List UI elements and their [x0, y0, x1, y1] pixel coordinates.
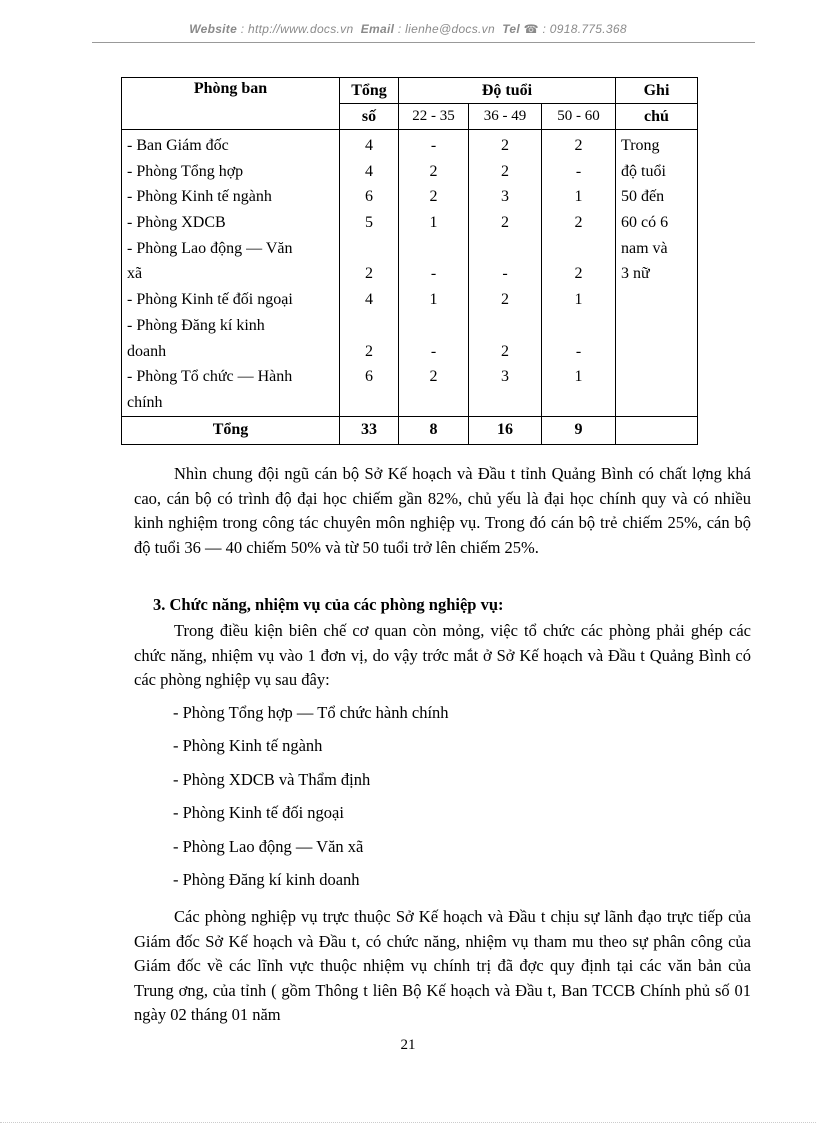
paragraph-overview: Nhìn chung đội ngũ cán bộ Sở Kế hoạch và Đầu t tỉnh Quảng Bình có chất lợng khá cao, cán bộ có trình độ đại học chiếm gần 82%, chủ yếu là đại học chính quy và có nhiều kinh nghiệm trong công tác chuyên môn nghiệp vụ. Trong đó cán bộ trẻ chiếm 25%, cán bộ độ tuổi 36 — 40 chiếm 50% và từ 50 tuổi trở lên chiếm 25%. — [134, 464, 751, 557]
dept-line: - Phòng Kinh tế ngành — [127, 188, 272, 206]
email-value: : lienhe@docs.vn — [397, 22, 495, 36]
total-value: 6 — [365, 188, 373, 206]
total-value — [340, 236, 398, 262]
total-row-label: Tổng — [122, 416, 340, 444]
dept-line: - Phòng Lao động — Văn — [127, 239, 293, 257]
age2-value — [469, 313, 541, 339]
dept-column — [122, 130, 340, 417]
total-row-age1: 8 — [399, 416, 469, 444]
note-line: 60 có 6 — [621, 214, 669, 232]
age1-value — [399, 313, 468, 339]
age3-value: 2 — [574, 214, 583, 232]
dept-line: - Phòng Tổ chức — Hành — [127, 368, 293, 386]
total-value: 4 — [365, 137, 373, 154]
total-value: 4 — [365, 162, 373, 180]
paragraph-conditions: Trong điều kiện biên chế cơ quan còn mỏng, việc tổ chức các phòng phải ghép các chức năng, nhiệm vụ vào 1 đơn vị, do vậy trớc mắt ở Sở Kế hoạch và Đầu t Quảng Bình có các phòng nghiệp vụ sau đây: — [134, 621, 751, 689]
section-heading: 3. Chức năng, nhiệm vụ của các phòng nghiệp vụ: — [153, 595, 504, 614]
age2-value: 2 — [501, 342, 509, 360]
total-value: 2 — [365, 265, 373, 283]
header-age-2: 36 - 49 — [469, 104, 542, 130]
age3-column — [542, 130, 616, 417]
tel-label: Tel — [502, 22, 521, 36]
age1-value: - — [430, 265, 437, 283]
age1-value: 1 — [429, 291, 438, 309]
note-line: độ tuổi — [621, 162, 666, 180]
age1-value: 2 — [429, 188, 438, 206]
dept-line: doanh — [127, 342, 167, 360]
age3-value: - — [575, 342, 582, 360]
total-value: 4 — [365, 291, 373, 309]
total-row-age3: 9 — [542, 416, 616, 444]
total-row-age2: 16 — [469, 416, 542, 444]
age2-value: 2 — [501, 137, 509, 154]
note-line: Trong — [621, 137, 660, 154]
website-label: Website — [189, 22, 238, 36]
age1-value — [399, 390, 468, 416]
header-total-1: Tổng — [340, 78, 399, 104]
age3-value: - — [575, 162, 582, 180]
age1-column — [399, 130, 469, 417]
header-age-group: Độ tuổi — [399, 78, 616, 104]
age1-value — [399, 236, 468, 262]
total-value — [340, 390, 398, 416]
header-note-1: Ghi — [616, 78, 698, 104]
note-column — [616, 130, 698, 417]
paragraph-functions: Các phòng nghiệp vụ trực thuộc Sở Kế hoạch và Đầu t chịu sự lãnh đạo trực tiếp của Giám đốc Sở Kế hoạch và Đầu t, có chức năng, nhiệm vụ tham mu theo sự phân công của Giám đốc về các lĩnh vực thuộc nhiệm vụ chính trị đã đợc quy định tại các văn bản của Trung ơng, của tỉnh ( gồm Thông t liên Bộ Kế hoạch và Đầu t, Ban TCCB Chính phủ số 01 ngày 02 tháng 01 năm — [134, 907, 751, 1024]
website-value: : http://www.docs.vn — [240, 22, 354, 36]
department-list — [173, 701, 449, 901]
department-item: - Phòng Kinh tế ngành — [173, 736, 323, 756]
dept-line: chính — [127, 393, 163, 411]
age1-value: - — [430, 342, 437, 360]
age1-value: - — [430, 137, 437, 154]
header-dept: Phòng ban — [122, 78, 340, 130]
age3-value — [542, 236, 615, 262]
department-item: - Phòng XDCB và Thẩm định — [173, 769, 371, 789]
age3-value — [542, 313, 615, 339]
total-value: 5 — [365, 214, 373, 232]
note-line: 50 đến — [621, 188, 665, 206]
note-line: 3 nữ — [621, 265, 650, 283]
age3-value: 2 — [574, 265, 583, 283]
dept-line: - Ban Giám đốc — [127, 137, 229, 154]
total-row-note — [616, 416, 698, 444]
header-note-2: chú — [616, 104, 698, 130]
note-line: nam và — [621, 239, 668, 257]
age2-value: - — [502, 265, 508, 283]
total-value: 6 — [365, 368, 373, 386]
age2-value: 2 — [501, 214, 509, 232]
tel-value: ☎ : 0918.775.368 — [523, 22, 627, 36]
total-column — [340, 130, 399, 417]
age2-value — [469, 390, 541, 416]
total-value — [340, 313, 398, 339]
department-item: - Phòng Lao động — Văn xã — [173, 836, 364, 856]
total-row-total: 33 — [340, 416, 399, 444]
age1-value: 2 — [429, 162, 438, 180]
age2-value: 2 — [501, 291, 509, 309]
dept-line: xã — [127, 265, 143, 283]
age3-value: 2 — [574, 137, 583, 154]
age3-value: 1 — [574, 368, 583, 386]
dept-line: - Phòng Đăng kí kinh — [127, 316, 265, 334]
header-age-1: 22 - 35 — [399, 104, 469, 130]
age3-value: 1 — [574, 188, 583, 206]
department-item: - Phòng Đăng kí kinh doanh — [173, 869, 360, 889]
age2-value: 3 — [501, 368, 509, 386]
age2-value: 2 — [501, 162, 509, 180]
staff-table — [121, 77, 698, 445]
age1-value: 1 — [429, 214, 438, 232]
header-total-2: số — [340, 104, 399, 130]
age2-value: 3 — [501, 188, 509, 206]
dept-line: - Phòng XDCB — [127, 214, 226, 232]
age3-value — [542, 390, 615, 416]
age1-value: 2 — [429, 368, 438, 386]
department-item: - Phòng Tổng hợp — Tổ chức hành chính — [173, 703, 449, 722]
header-age-3: 50 - 60 — [542, 104, 616, 130]
dept-line: - Phòng Tổng hợp — [127, 162, 244, 180]
age2-column — [469, 130, 542, 417]
age3-value: 1 — [574, 291, 583, 309]
age2-value — [469, 236, 541, 262]
page-number: 21 — [400, 1037, 416, 1053]
department-item: - Phòng Kinh tế đối ngoại — [173, 803, 344, 823]
page-header — [0, 22, 816, 36]
total-value: 2 — [365, 342, 373, 360]
header-divider — [92, 42, 755, 43]
email-label: Email — [360, 22, 395, 36]
dept-line: - Phòng Kinh tế đối ngoại — [127, 291, 293, 309]
